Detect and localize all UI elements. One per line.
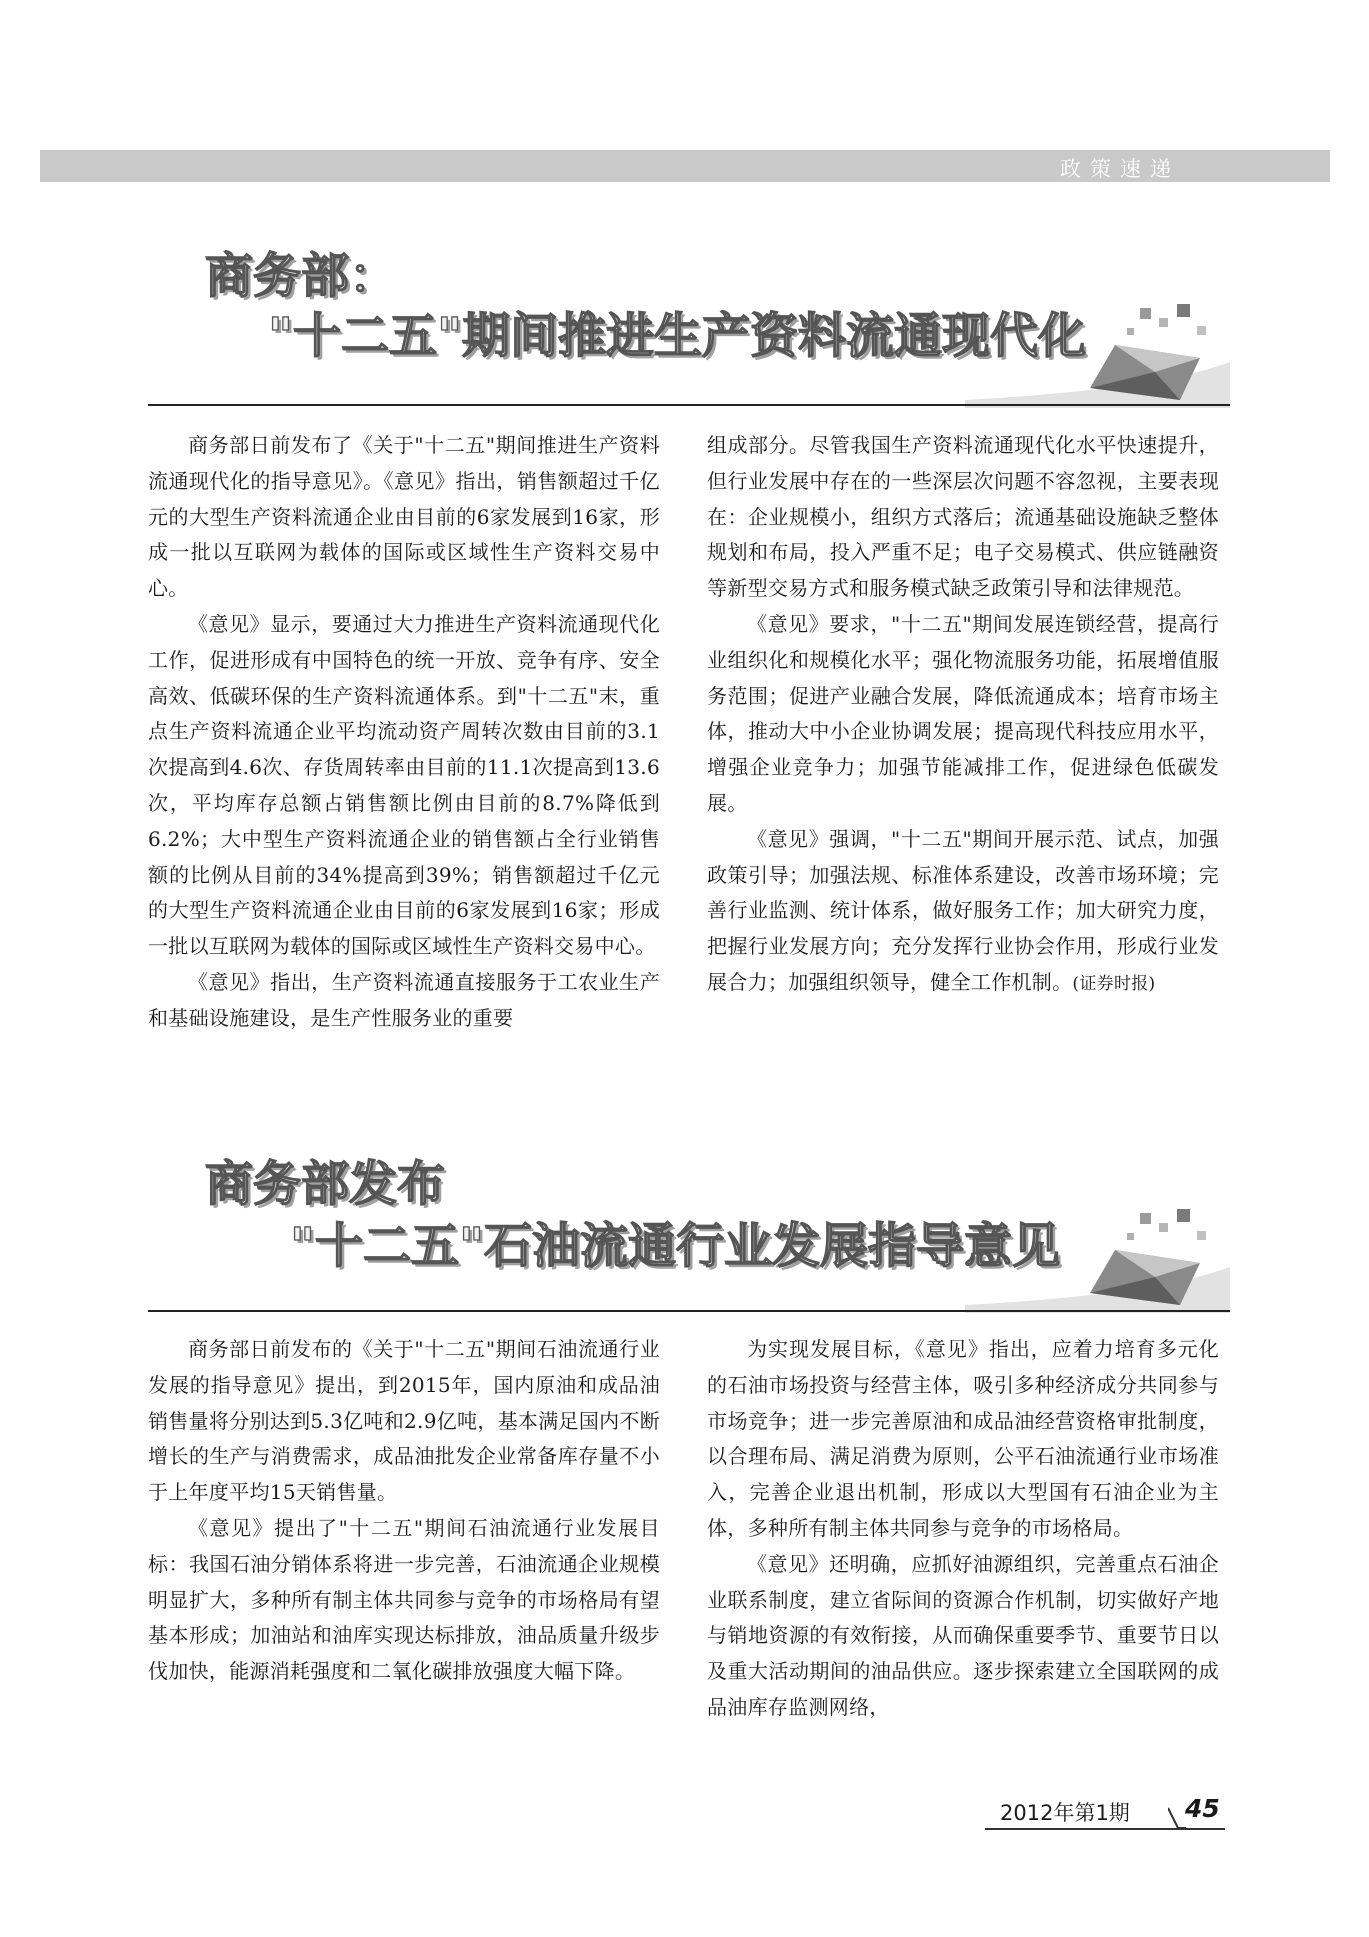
article1-paragraph: 《意见》指出，生产资料流通直接服务于工农业生产和基础设施建设，是生产性服务业的重要 <box>148 969 660 1030</box>
issue-label: 2012年第1期 <box>1000 1801 1130 1825</box>
article1-title-line1: 商务部： <box>205 248 398 304</box>
article2-left-column <box>148 1332 660 1690</box>
article2-title-line2: "十二五"石油流通行业发展指导意见 <box>290 1218 1061 1274</box>
section-label: 政策速递 <box>1060 157 1180 181</box>
article2-rule <box>148 1310 1230 1312</box>
article1-source: (证券时报) <box>1072 973 1156 994</box>
envelope-decoration-icon <box>965 1205 1230 1313</box>
page-number: 45 <box>1185 1794 1220 1823</box>
article1-paragraph: 《意见》要求，"十二五"期间发展连锁经营，提高行业组织化和规模化水平；强化物流服务功能，拓展增值服务范围；促进产业融合发展，降低流通成本；培育市场主体，推动大中小企业协调发展；提高现代科技应用水平，增强企业竞争力；加强节能减排工作，促进绿色低碳发展。 <box>707 611 1219 815</box>
article2-paragraph: 商务部日前发布的《关于"十二五"期间石油流通行业发展的指导意见》提出，到2015年，国内原油和成品油销售量将分别达到5.3亿吨和2.9亿吨，基本满足国内不断增长的生产与消费需求，成品油批发企业常备库存量不小于上年度平均15天销售量。 <box>148 1337 661 1505</box>
article1-left-column <box>148 428 660 1037</box>
footer-notch-icon <box>1168 1806 1186 1830</box>
article1-paragraph: 《意见》显示，要通过大力推进生产资料流通现代化工作，促进形成有中国特色的统一开放、竞争有序、安全高效、低碳环保的生产资料流通体系。到"十二五"末，重点生产资料流通企业平均流动资产周转次数由目前的3.1次提高到4.6次、存货周转率由目前的11.1次提高到13.6次，平均库存总额占销售额比例由目前的8.7%降低到6.2%；大中型生产资料流通企业的销售额占全行业销售额的比例从目前的34%提高到39%；销售额超过千亿元的大型生产资料流通企业由目前的6家发展到16家；形成一批以互联网为载体的国际或区域性生产资料交易中心。 <box>148 611 660 959</box>
envelope-decoration-icon <box>965 300 1230 408</box>
article2-right-column <box>707 1332 1219 1726</box>
article1-title-line2: "十二五"期间推进生产资料流通现代化 <box>268 308 1087 364</box>
article1-paragraph: 《意见》强调，"十二五"期间开展示范、试点，加强政策引导；加强法规、标准体系建设，改善市场环境；完善行业监测、统计体系，做好服务工作；加大研究力度，把握行业发展方向；充分发挥行业协会作用，形成行业发展合力；加强组织领导，健全工作机制。 <box>707 826 1219 994</box>
article2-paragraph: 为实现发展目标，《意见》指出，应着力培育多元化的石油市场投资与经营主体，吸引多种经济成分共同参与市场竞争；进一步完善原油和成品油经营资格审批制度，以合理布局、满足消费为原则，公平石油流通行业市场准入，完善企业退出机制，形成以大型国有石油企业为主体，多种所有制主体共同参与竞争的市场格局。 <box>707 1337 1219 1540</box>
article1-paragraph-continued: 组成部分。尽管我国生产资料流通现代化水平快速提升，但行业发展中存在的一些深层次问题不容忽视，主要表现在：企业规模小，组织方式落后；流通基础设施缺乏整体规划和布局，投入严重不足；电子交易模式、供应链融资等新型交易方式和服务模式缺乏政策引导和法律规范。 <box>707 433 1219 601</box>
article2-paragraph: 《意见》提出了"十二五"期间石油流通行业发展目标：我国石油分销体系将进一步完善，石油流通企业规模明显扩大，多种所有制主体共同参与竞争的市场格局有望基本形成；加油站和油库实现达标排放，油品质量升级步伐加快，能源消耗强度和二氧化碳排放强度大幅下降。 <box>148 1515 660 1684</box>
article1-paragraph: 商务部日前发布了《关于"十二五"期间推进生产资料流通现代化的指导意见》。《意见》指出，销售额超过千亿元的大型生产资料流通企业由目前的6家发展到16家，形成一批以互联网为载体的国际或区域性生产资料交易中心。 <box>148 433 660 601</box>
article2-title-line1: 商务部发布 <box>205 1156 446 1212</box>
article2-paragraph: 《意见》还明确，应抓好油源组织，完善重点石油企业联系制度，建立省际间的资源合作机制，切实做好产地与销地资源的有效衔接，从而确保重要季节、重要节日以及重大活动期间的油品供应。逐步探索建立全国联网的成品油库存监测网络， <box>707 1551 1219 1719</box>
section-band <box>40 150 1330 182</box>
article1-rule <box>148 404 1230 406</box>
footer-rule <box>985 1828 1225 1830</box>
article1-right-column <box>707 428 1219 1003</box>
